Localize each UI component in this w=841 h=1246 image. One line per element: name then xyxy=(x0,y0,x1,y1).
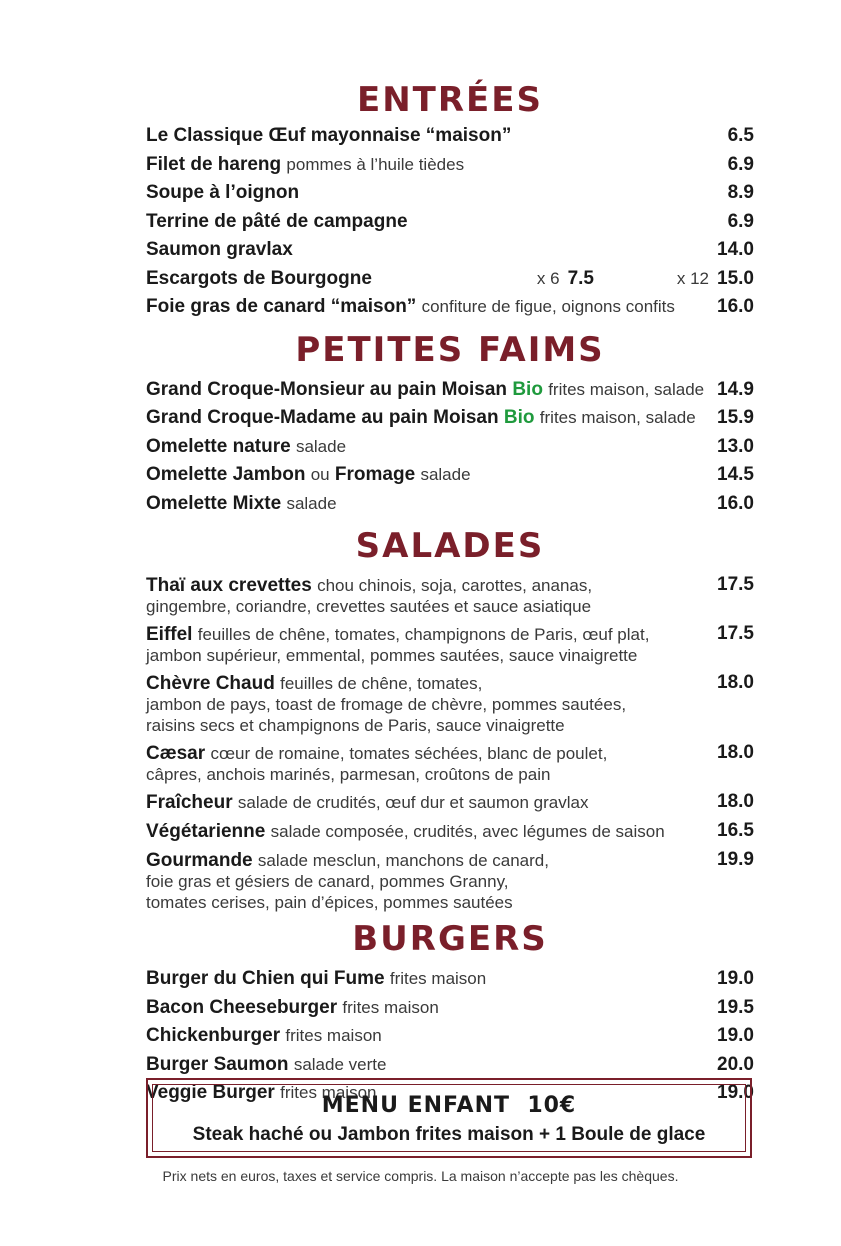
item-name: Filet de hareng xyxy=(146,153,282,175)
menu-item xyxy=(146,994,754,1023)
kids-menu-inner-border xyxy=(152,1084,746,1152)
section-title-petites-faims: PETITES FAIMS xyxy=(295,329,605,370)
item-name: Chèvre Chaud xyxy=(146,673,275,694)
section-title-salades: SALADES xyxy=(355,526,545,566)
menu-item xyxy=(146,208,754,237)
menu-item xyxy=(146,293,754,322)
item-name: Fromage xyxy=(334,464,416,485)
item-name: Saumon gravlax xyxy=(146,239,293,260)
item-price: 18.0 xyxy=(717,742,754,763)
item-desc: gingembre, coriandre, crevettes sautées et sauce asiatique xyxy=(146,597,592,616)
menu-item xyxy=(146,433,754,462)
item-name: Burger du Chien qui Fume xyxy=(146,968,385,989)
item-desc: foie gras et gésiers de canard, pommes Granny, xyxy=(146,872,509,891)
item-desc: frites maison xyxy=(342,997,439,1017)
menu-item xyxy=(146,404,754,433)
item-desc: salade xyxy=(295,436,347,456)
menu-item xyxy=(146,122,754,151)
item-price: 6.5 xyxy=(727,125,754,146)
item-price: 14.9 xyxy=(717,378,754,400)
item-price: 7.5 xyxy=(567,267,594,289)
item-name: Omelette Jambon xyxy=(146,464,306,485)
item-name: Le Classique Œuf mayonnaise “maison” xyxy=(146,125,512,146)
item-name: Gourmande xyxy=(146,850,253,871)
item-desc: chou chinois, soja, carottes, ananas, xyxy=(317,576,593,595)
menu-item xyxy=(146,740,754,785)
menu-item xyxy=(146,847,754,913)
item-name: Omelette Mixte xyxy=(146,492,282,514)
item-name: Omelette nature xyxy=(146,435,291,457)
item-desc: feuilles de chêne, tomates, xyxy=(280,674,483,693)
item-name: Chickenburger xyxy=(146,1025,281,1046)
item-desc: frites maison, salade xyxy=(539,408,696,427)
item-name: Burger Saumon xyxy=(146,1053,289,1075)
item-price: 15.0 xyxy=(717,267,754,289)
item-price: 20.0 xyxy=(717,1053,754,1075)
menu-item xyxy=(146,621,754,666)
item-price: 17.5 xyxy=(717,574,754,595)
item-name: Grand Croque-Monsieur au pain Moisan xyxy=(146,378,508,400)
item-price: 18.0 xyxy=(717,791,754,812)
item-desc: frites maison xyxy=(285,1026,382,1045)
item-name: Foie gras de canard “maison” xyxy=(146,296,417,317)
item-name: Terrine de pâté de campagne xyxy=(146,210,408,232)
item-name: Cæsar xyxy=(146,743,206,764)
price-option xyxy=(537,265,677,294)
menu-item xyxy=(146,179,754,208)
item-price: 8.9 xyxy=(727,182,754,203)
menu-item xyxy=(146,1051,754,1080)
item-name: Bacon Cheeseburger xyxy=(146,996,338,1018)
item-price: 6.9 xyxy=(727,153,754,175)
bio-label: Bio xyxy=(512,378,543,400)
menu-page xyxy=(146,78,754,1108)
kids-menu-title: MENU ENFANT 10€ xyxy=(321,1093,577,1118)
item-price: 14.0 xyxy=(717,239,754,260)
item-price: 16.5 xyxy=(717,820,754,841)
item-price: 16.0 xyxy=(717,492,754,514)
item-desc: câpres, anchois marinés, parmesan, croûtons de pain xyxy=(146,765,551,784)
item-price: 13.0 xyxy=(717,435,754,457)
item-price: 17.5 xyxy=(717,623,754,644)
menu-item xyxy=(146,490,754,519)
item-desc: jambon de pays, toast de fromage de chèvre, pommes sautées, xyxy=(146,695,627,714)
menu-item xyxy=(146,461,754,490)
item-price: 15.9 xyxy=(717,407,754,428)
item-desc: confiture de figue, oignons confits xyxy=(421,297,675,316)
item-price: 16.0 xyxy=(717,296,754,317)
footer-note: Prix nets en euros, taxes et service compris. La maison n’accepte pas les chèques. xyxy=(162,1168,679,1184)
item-price: 19.0 xyxy=(717,1082,754,1103)
menu-item xyxy=(146,236,754,265)
menu-item xyxy=(146,965,754,994)
item-price: 19.9 xyxy=(717,849,754,870)
menu-item xyxy=(146,376,754,405)
item-desc: salade composée, crudités, avec légumes de saison xyxy=(270,822,665,841)
item-name: Thaï aux crevettes xyxy=(146,575,312,596)
item-name: Veggie Burger xyxy=(146,1082,275,1103)
item-desc: raisins secs et champignons de Paris, sauce vinaigrette xyxy=(146,716,565,735)
item-desc: salade verte xyxy=(293,1054,387,1074)
item-desc: jambon supérieur, emmental, pommes sautées, sauce vinaigrette xyxy=(146,646,638,665)
menu-item xyxy=(146,572,754,617)
item-desc: frites maison xyxy=(280,1083,377,1102)
menu-item-escargots xyxy=(146,265,754,294)
menu-item xyxy=(146,818,754,843)
item-price: 19.0 xyxy=(717,968,754,989)
price-option xyxy=(677,265,754,294)
section-title-entrees: ENTRÉES xyxy=(357,80,543,120)
kids-menu-subtitle: Steak haché ou Jambon frites maison + 1 Boule de glace xyxy=(192,1124,706,1145)
item-desc: cœur de romaine, tomates séchées, blanc de poulet, xyxy=(210,744,608,763)
quantity-label: x 6 xyxy=(536,268,560,288)
item-desc: salade de crudités, œuf dur et saumon gravlax xyxy=(237,793,589,812)
item-desc: feuilles de chêne, tomates, champignons de Paris, œuf plat, xyxy=(197,625,650,644)
item-price: 6.9 xyxy=(727,210,754,232)
kids-menu-box xyxy=(146,1078,752,1158)
item-desc: salade mesclun, manchons de canard, xyxy=(257,851,549,870)
item-name: Fraîcheur xyxy=(146,792,233,813)
item-name: Escargots de Bourgogne xyxy=(146,267,372,289)
item-desc: frites maison, salade xyxy=(548,379,705,399)
item-desc: pommes à l’huile tièdes xyxy=(286,154,465,174)
item-desc: frites maison xyxy=(389,969,487,988)
menu-item xyxy=(146,670,754,736)
item-desc: ou xyxy=(310,465,330,484)
item-name: Eiffel xyxy=(146,624,193,645)
bio-label: Bio xyxy=(503,407,535,428)
menu-item xyxy=(146,151,754,180)
item-price: 19.5 xyxy=(717,996,754,1018)
menu-item xyxy=(146,789,754,814)
quantity-label: x 12 xyxy=(676,268,710,288)
item-desc: salade xyxy=(286,493,337,513)
item-price: 19.0 xyxy=(717,1025,754,1046)
section-title-burgers: BURGERS xyxy=(352,919,548,959)
menu-item xyxy=(146,1022,754,1051)
item-name: Soupe à l’oignon xyxy=(146,182,300,203)
item-desc: salade xyxy=(420,465,471,484)
item-desc: tomates cerises, pain d’épices, pommes sautées xyxy=(146,893,513,912)
item-price: 18.0 xyxy=(717,672,754,693)
item-name: Végétarienne xyxy=(146,821,266,842)
item-name: Grand Croque-Madame au pain Moisan xyxy=(146,407,499,428)
item-price: 14.5 xyxy=(717,464,754,485)
